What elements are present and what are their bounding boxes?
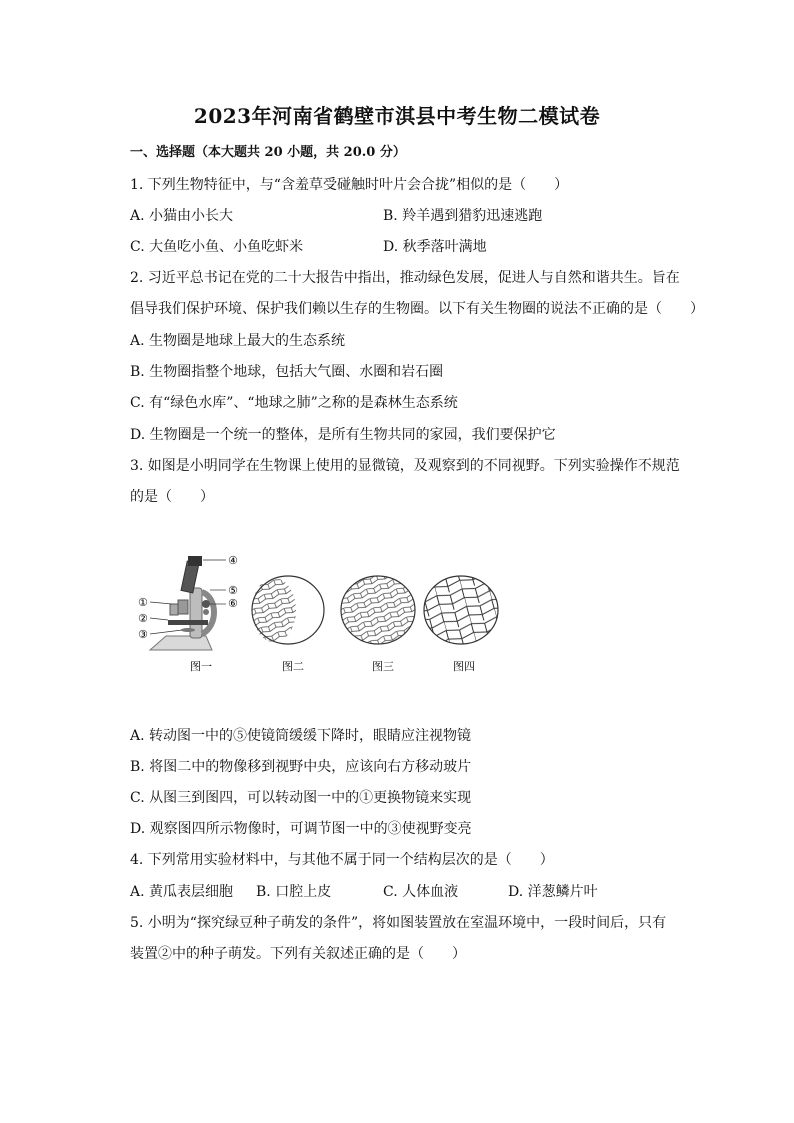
question-4-option-c: C. 人体血液 (383, 884, 459, 900)
question-2-option-d: D. 生物圈是一个统一的整体，是所有生物共同的家园，我们要保护它 (130, 427, 556, 443)
question-4-option-b: B. 口腔上皮 (256, 884, 332, 900)
question-3-option-b: B. 将图二中的物像移到视野中央，应该向右方移动玻片 (130, 759, 472, 775)
question-5-stem-line2: 装置②中的种子萌发。下列有关叙述正确的是（ ） (130, 946, 466, 962)
label-5: ⑤ (228, 584, 238, 597)
microscope-icon (150, 556, 226, 650)
caption-fig3: 图三 (372, 660, 394, 673)
exam-title: 2023年河南省鹤壁市淇县中考生物二模试卷 (193, 104, 601, 128)
question-3-stem-line2: 的是（ ） (130, 489, 214, 505)
question-2-stem-line1: 2. 习近平总书记在党的二十大报告中指出，推动绿色发展，促进人与自然和谐共生。旨在 (130, 270, 680, 286)
section-heading: 一、选择题（本大题共 20 小题，共 20.0 分） (130, 145, 406, 160)
label-3: ③ (138, 628, 148, 641)
label-2: ② (138, 612, 148, 625)
field-of-view-3 (338, 574, 418, 646)
label-1: ① (138, 596, 148, 609)
caption-fig1: 图一 (190, 660, 212, 673)
question-3-stem-line1: 3. 如图是小明同学在生物课上使用的显微镜，及观察到的不同视野。下列实验操作不规范 (130, 458, 680, 474)
field-of-view-2 (248, 574, 324, 646)
question-5-stem-line1: 5. 小明为“探究绿豆种子萌发的条件”，将如图装置放在室温环境中，一段时间后，只有 (130, 915, 667, 931)
question-3-option-c: C. 从图三到图四，可以转动图一中的①更换物镜来实现 (130, 790, 472, 806)
field-of-view-4 (421, 574, 501, 646)
question-2-stem-line2: 倡导我们保护环境、保护我们赖以生存的生物圈。以下有关生物圈的说法不正确的是（ ） (130, 301, 704, 317)
question-2-option-c: C. 有“绿色水库”、“地球之肺”之称的是森林生态系统 (130, 395, 458, 411)
question-1-option-c: C. 大鱼吃小鱼、小鱼吃虾米 (130, 239, 304, 255)
caption-fig4: 图四 (453, 660, 475, 673)
question-4-option-a: A. 黄瓜表层细胞 (130, 884, 234, 900)
question-1-option-b: B. 羚羊遇到猎豹迅速逃跑 (383, 208, 543, 224)
microscope-figure (128, 548, 508, 678)
question-2-option-b: B. 生物圈指整个地球，包括大气圈、水圈和岩石圈 (130, 364, 444, 380)
question-3-option-a: A. 转动图一中的⑤使镜筒缓缓下降时，眼睛应注视物镜 (130, 728, 472, 744)
question-3-option-d: D. 观察图四所示物像时，可调节图一中的③使视野变亮 (130, 821, 472, 837)
question-1-option-a: A. 小猫由小长大 (130, 208, 234, 224)
label-6: ⑥ (228, 597, 238, 610)
question-4-option-d: D. 洋葱鳞片叶 (508, 884, 598, 900)
label-4: ④ (228, 554, 238, 567)
question-2-option-a: A. 生物圈是地球上最大的生态系统 (130, 333, 346, 349)
caption-fig2: 图二 (282, 660, 304, 673)
question-4-stem: 4. 下列常用实验材料中，与其他不属于同一个结构层次的是（ ） (130, 852, 554, 868)
question-1-option-d: D. 秋季落叶满地 (383, 239, 487, 255)
question-1-stem: 1. 下列生物特征中，与“含羞草受碰触时叶片会合拢”相似的是（ ） (130, 177, 569, 193)
